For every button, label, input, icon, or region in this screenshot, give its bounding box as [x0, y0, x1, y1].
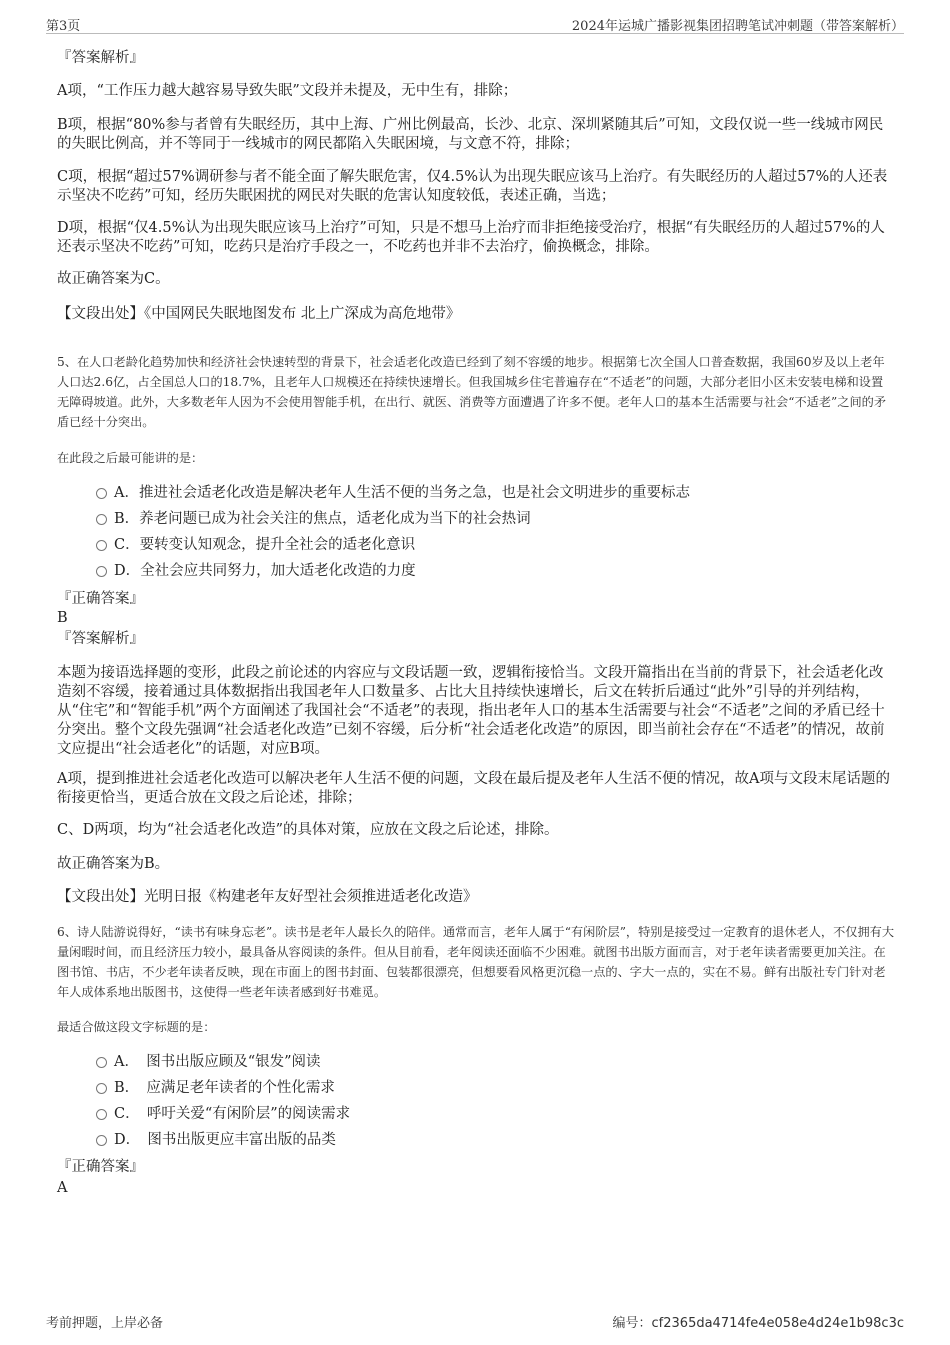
q6-answer-label: 『正确答案』 — [57, 1159, 144, 1175]
radio-button[interactable] — [96, 1083, 107, 1094]
q5-source: 【文段出处】光明日报《构建老年友好型社会须推进适老化改造》 — [57, 889, 478, 905]
q5-analysis: 本题为接语选择题的变形，此段之前论述的内容应与文段话题一致，逻辑衔接恰当。文段开篇指出在当前的背景下，社会适老化改造刻不容缓，接着通过具体数据指出我国老年人口数量多、占比大且持续快速增长，后文在转折后通过“此外”引导的并列结构，从“住宅”和“智能手机”两个方面阐述了我国社会“不适老”的表现，指出老年人口的基本生活需要与社会“不适老”之间的矛盾已经十分突出。整个文段先强调“社会适老化改造”已刻不容缓，后分析“社会适老化改造”的原因，即当前社会存在“不适老”的情况，故前文应提出“社会适老化”的话题，对应B项。 — [57, 665, 885, 757]
q6-option-d[interactable] — [96, 1129, 876, 1151]
q4-analysis-b: B项，根据“80%参与者曾有失眠经历，其中上海、广州比例最高，长沙、北京、深圳紧随其后”可知，文段仅说一些一线城市网民的失眠比例高，并不等同于一线城市的网民都陷入失眠困境，与文意不符，排除； — [57, 117, 884, 152]
q4-conclusion: 故正确答案为C。 — [57, 271, 170, 287]
q5-option-b[interactable] — [96, 508, 876, 530]
option-text: B． 应满足老年读者的个性化需求 — [114, 1080, 335, 1096]
q5-answer: B — [57, 610, 68, 626]
q6-question: 最适合做这段文字标题的是： — [57, 1020, 216, 1034]
document-code — [613, 1312, 904, 1331]
option-text: C．要转变认知观念，提升全社会的适老化意识 — [114, 537, 416, 553]
q5-option-a[interactable] — [96, 482, 876, 504]
q6-option-c[interactable] — [96, 1103, 876, 1125]
option-text: C． 呼吁关爱“有闲阶层”的阅读需求 — [114, 1106, 351, 1122]
option-text: A．推进社会适老化改造是解决老年人生活不便的当务之急，也是社会文明进步的重要标志 — [114, 485, 690, 501]
q4-source: 【文段出处】《中国网民失眠地图发布 北上广深成为高危地带》 — [57, 306, 461, 322]
option-text: A． 图书出版应顾及“银发”阅读 — [114, 1054, 321, 1070]
q4-analysis-d: D项，根据“仅4.5%认为出现失眠应该马上治疗”可知，只是不想马上治疗而非拒绝接受治疗，根据“有失眠经历的人超过57%的人还表示坚决不吃药”可知，吃药只是治疗手段之一，不吃药也并非不去治疗，偷换概念，排除。 — [57, 220, 885, 255]
q5-analysis-cd: C、D两项，均为“社会适老化改造”的具体对策，应放在文段之后论述，排除。 — [57, 822, 559, 838]
q6-stem: 6、诗人陆游说得好，“读书有味身忘老”。读书是老年人最长久的陪伴。通常而言，老年人属于“有闲阶层”，特别是接受过一定教育的退休老人，不仅拥有大量闲暇时间，而且经济压力较小，最具备从容阅读的条件。但从目前看，老年阅读还面临不少困难。就图书出版方面而言，对于老年读者需要更加关注。在图书馆、书店，不少老年读者反映，现在市面上的图书封面、包装都很漂亮，但想要看风格更沉稳一点的、字大一点的，实在不易。鲜有出版社专门针对老年人成体系地出版图书，这使得一些老年读者感到好书难觅。 — [57, 925, 895, 999]
page-number: 第3页 — [46, 19, 81, 34]
q5-stem: 5、在人口老龄化趋势加快和经济社会快速转型的背景下，社会适老化改造已经到了刻不容缓的地步。根据第七次全国人口普查数据，我国60岁及以上老年人口达2.6亿，占全国总人口的18.7%，且老年人口规模还在持续快速增长。但我国城乡住宅普遍存在“不适老”的问题，大部分老旧小区未安装电梯和设置无障碍坡道。此外，大多数老年人因为不会使用智能手机，在出行、就医、消费等方面遭遇了许多不便。老年人口的基本生活需要与社会“不适老”之间的矛盾已经十分突出。 — [57, 355, 887, 429]
radio-button[interactable] — [96, 488, 107, 499]
q6-option-b[interactable] — [96, 1077, 876, 1099]
page-header — [46, 14, 904, 34]
document-title: 2024年运城广播影视集团招聘笔试冲刺题（带答案解析） — [571, 19, 904, 34]
q5-option-c[interactable] — [96, 534, 876, 556]
q5-answer-label: 『正确答案』 — [57, 591, 144, 607]
q5-analysis-a: A项，提到推进社会适老化改造可以解决老年人生活不便的问题，文段在最后提及老年人生活不便的情况，故A项与文段末尾话题的衔接更恰当，更适合放在文段之后论述，排除； — [57, 771, 890, 806]
code-label: 编号： — [612, 1316, 652, 1331]
q4-analysis-a: A项，“工作压力越大越容易导致失眠”文段并未提及，无中生有，排除； — [57, 83, 518, 99]
radio-button[interactable] — [96, 566, 107, 577]
footer-slogan: 考前押题，上岸必备 — [46, 1316, 164, 1331]
code-value: cf2365da4714fe4e058e4d24e1b98c3c — [651, 1316, 904, 1331]
q4-analysis-label: 『答案解析』 — [57, 50, 144, 66]
q6-option-a[interactable] — [96, 1051, 876, 1073]
option-text: D． 图书出版更应丰富出版的品类 — [114, 1132, 336, 1148]
radio-button[interactable] — [96, 1057, 107, 1068]
option-text: D．全社会应共同努力，加大适老化改造的力度 — [114, 563, 416, 579]
radio-button[interactable] — [96, 540, 107, 551]
radio-button[interactable] — [96, 514, 107, 525]
page-footer — [46, 1312, 904, 1332]
option-text: B．养老问题已成为社会关注的焦点，适老化成为当下的社会热词 — [114, 511, 531, 527]
q5-question: 在此段之后最可能讲的是： — [57, 451, 204, 465]
radio-button[interactable] — [96, 1135, 107, 1146]
radio-button[interactable] — [96, 1109, 107, 1120]
q5-conclusion: 故正确答案为B。 — [57, 856, 170, 872]
q5-analysis-label: 『答案解析』 — [57, 631, 144, 647]
q4-analysis-c: C项，根据“超过57%调研参与者不能全面了解失眠危害，仅4.5%认为出现失眠应该马上治疗。有失眠经历的人超过57%的人还表示坚决不吃药”可知，经历失眠困扰的网民对失眠的危害认知度较低，表述正确，当选； — [57, 169, 888, 204]
q6-answer: A — [57, 1180, 68, 1196]
q5-option-d[interactable] — [96, 560, 876, 582]
